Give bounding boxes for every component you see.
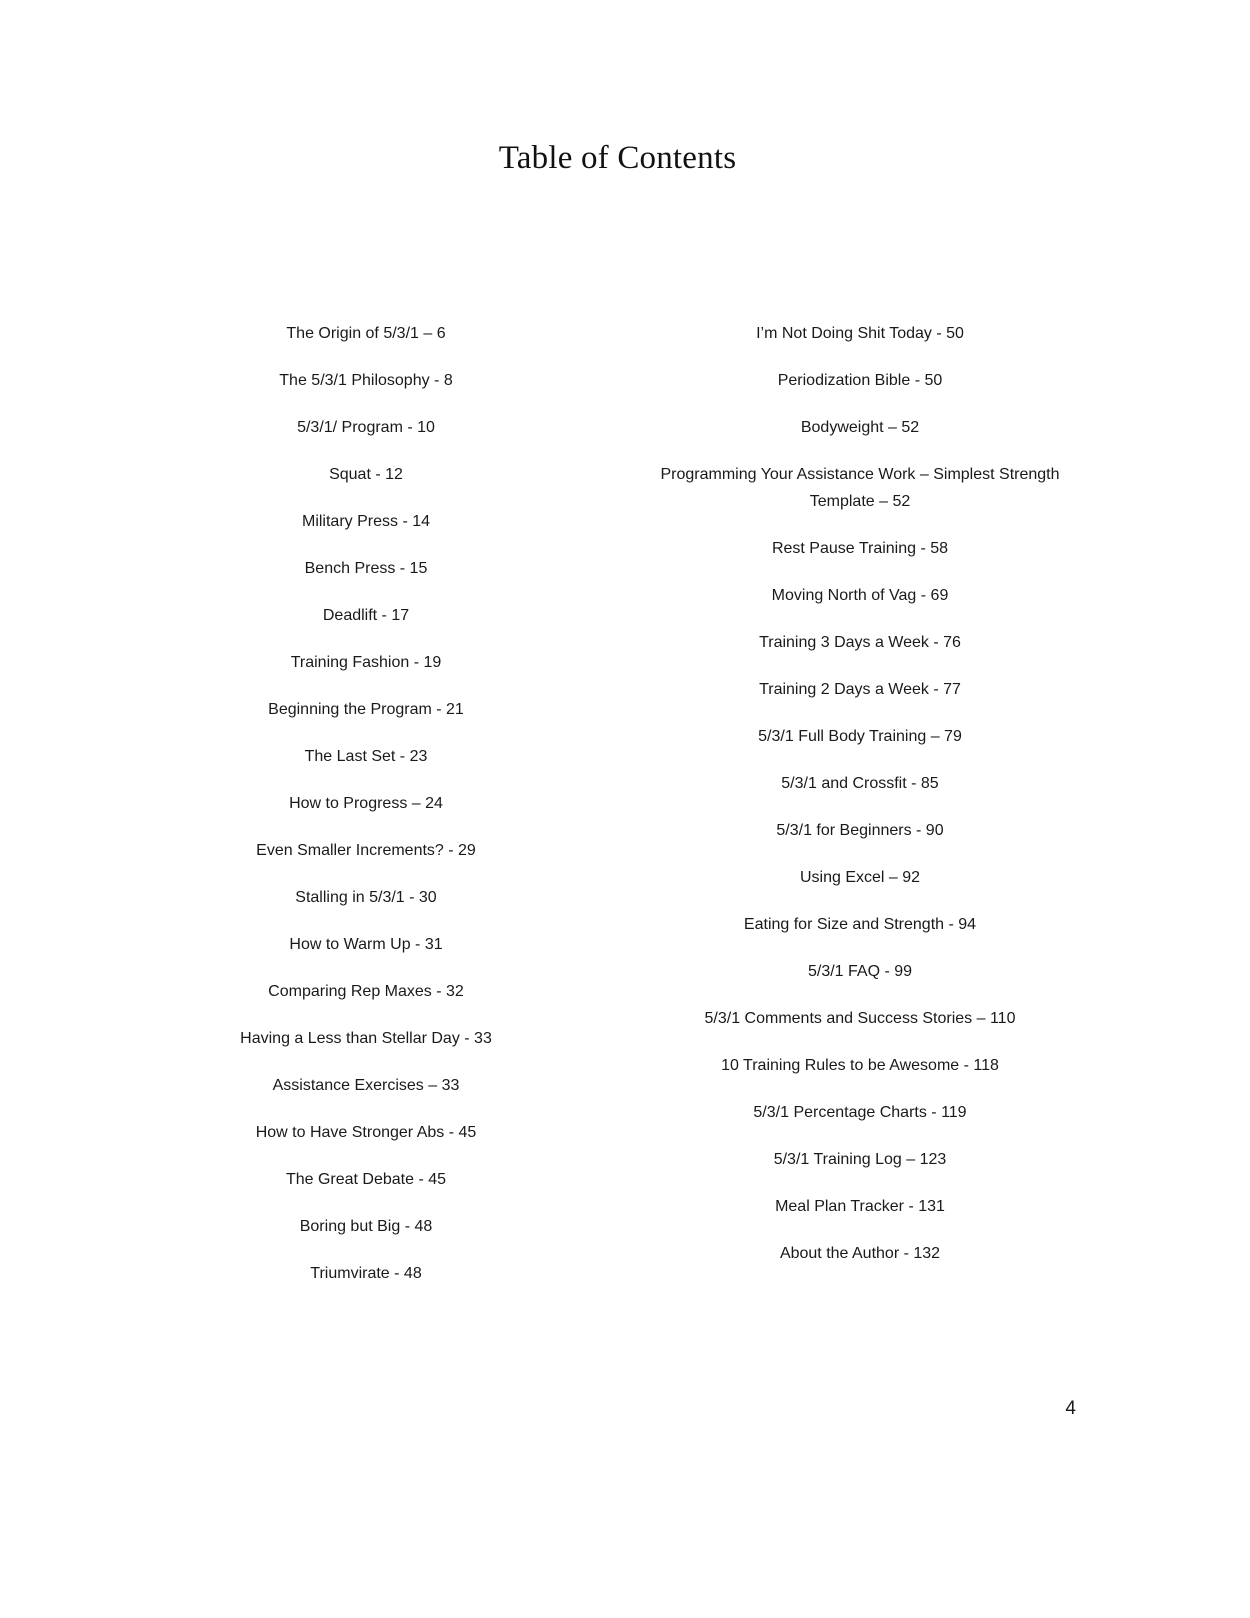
toc-entry[interactable]: Comparing Rep Maxes - 32	[268, 983, 464, 1000]
toc-entry[interactable]: Triumvirate - 48	[310, 1265, 422, 1282]
toc-entry[interactable]: The Great Debate - 45	[285, 1171, 447, 1188]
toc-entry[interactable]: Moving North of Vag - 69	[771, 587, 949, 604]
toc-entry[interactable]: Training Fashion - 19	[290, 654, 442, 671]
toc-entry[interactable]: Stalling in 5/3/1 - 30	[295, 889, 437, 906]
toc-entry[interactable]: Using Excel – 92	[799, 869, 921, 886]
toc-entry[interactable]: 5/3/1 Percentage Charts - 119	[753, 1104, 967, 1121]
toc-entry[interactable]: Military Press - 14	[301, 513, 431, 530]
toc-entry[interactable]: How to Warm Up - 31	[289, 936, 443, 953]
toc-entry[interactable]: About the Author - 132	[779, 1245, 941, 1262]
toc-entry[interactable]: The Last Set - 23	[304, 748, 428, 765]
toc-entry[interactable]: 5/3/1 Training Log – 123	[773, 1151, 947, 1168]
toc-entry[interactable]: 5/3/1/ Program - 10	[297, 419, 435, 436]
toc-entry[interactable]: Training 3 Days a Week - 76	[759, 634, 961, 651]
toc-entry[interactable]: The 5/3/1 Philosophy - 8	[279, 372, 453, 389]
toc-entry[interactable]: I’m Not Doing Shit Today - 50	[756, 325, 964, 342]
toc-entry[interactable]: 10 Training Rules to be Awesome - 118	[721, 1057, 999, 1074]
toc-entry[interactable]: 5/3/1 FAQ - 99	[807, 963, 913, 980]
toc-entry[interactable]: Periodization Bible - 50	[777, 372, 943, 389]
toc-entry[interactable]: How to Have Stronger Abs - 45	[255, 1124, 477, 1141]
toc-entry[interactable]: Eating for Size and Strength - 94	[743, 916, 977, 933]
toc-entry[interactable]: Beginning the Program - 21	[268, 701, 464, 718]
toc-entry[interactable]: Rest Pause Training - 58	[771, 540, 949, 557]
toc-entry[interactable]: Meal Plan Tracker - 131	[775, 1198, 945, 1215]
toc-entry[interactable]: Boring but Big - 48	[299, 1218, 433, 1235]
toc-entry[interactable]: 5/3/1 Full Body Training – 79	[758, 728, 962, 745]
page-title: Table of Contents	[498, 140, 737, 176]
toc-entry[interactable]: How to Progress – 24	[289, 795, 443, 812]
toc-right-column	[655, 320, 1065, 1287]
toc-entry[interactable]: Even Smaller Increments? - 29	[256, 842, 476, 859]
page-number: 4	[1065, 1398, 1076, 1419]
toc-entry[interactable]: The Origin of 5/3/1 – 6	[286, 325, 446, 342]
toc-entry[interactable]: 5/3/1 and Crossfit - 85	[781, 775, 939, 792]
toc-entry[interactable]: Having a Less than Stellar Day - 33	[240, 1030, 492, 1047]
toc-entry[interactable]: Training 2 Days a Week - 77	[759, 681, 961, 698]
toc-entry[interactable]: 5/3/1 Comments and Success Stories – 110	[704, 1010, 1016, 1027]
toc-entry[interactable]: Programming Your Assistance Work – Simplest Strength Template – 52	[660, 466, 1060, 510]
toc-entry[interactable]: Assistance Exercises – 33	[272, 1077, 460, 1094]
toc-entry[interactable]: Deadlift - 17	[322, 607, 410, 624]
toc-entry[interactable]: Bench Press - 15	[304, 560, 428, 577]
toc-entry[interactable]: Squat - 12	[329, 466, 403, 483]
toc-entry[interactable]: Bodyweight – 52	[800, 419, 920, 436]
toc-entry[interactable]: 5/3/1 for Beginners - 90	[776, 822, 944, 839]
toc-left-column	[206, 320, 526, 1307]
